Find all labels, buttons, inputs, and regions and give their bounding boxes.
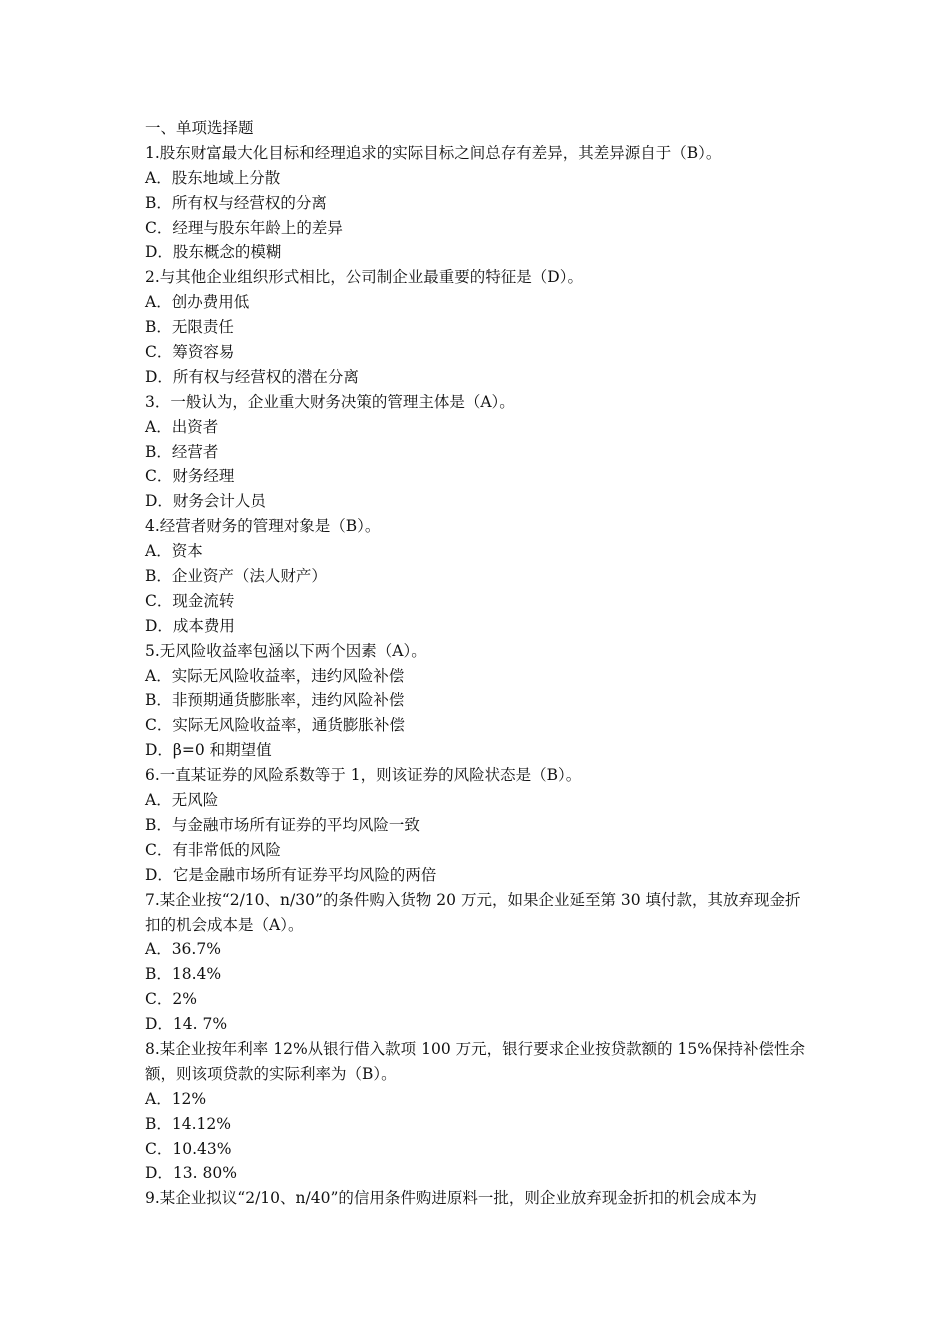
option-d: D．13. 80% xyxy=(145,1164,237,1183)
option-b: B．非预期通货膨胀率，违约风险补偿 xyxy=(145,691,405,710)
option-d: D．所有权与经营权的潜在分离 xyxy=(145,367,359,386)
option-a: A．股东地域上分散 xyxy=(145,168,281,187)
option-a: A．资本 xyxy=(145,542,203,561)
option-b: B．企业资产（法人财产） xyxy=(145,567,327,586)
question-2 xyxy=(145,265,815,389)
question-stem: 2.与其他企业组织形式相比，公司制企业最重要的特征是（D）。 xyxy=(145,268,583,287)
option-c: C．经理与股东年龄上的差异 xyxy=(145,218,343,237)
option-d: D．14. 7% xyxy=(145,1015,228,1034)
option-a: A．出资者 xyxy=(145,417,219,436)
question-3 xyxy=(145,390,815,514)
option-b: B．经营者 xyxy=(145,442,219,461)
question-6 xyxy=(145,763,815,887)
option-a: A．实际无风险收益率，违约风险补偿 xyxy=(145,666,405,685)
question-9 xyxy=(145,1186,815,1211)
option-b: B．与金融市场所有证券的平均风险一致 xyxy=(145,815,420,834)
option-c: C．10.43% xyxy=(145,1139,232,1158)
question-8 xyxy=(145,1037,815,1186)
option-b: B．18.4% xyxy=(145,965,222,984)
option-d: D．财务会计人员 xyxy=(145,492,266,511)
option-c: C．现金流转 xyxy=(145,591,235,610)
option-b: B．14.12% xyxy=(145,1114,231,1133)
document-page xyxy=(145,116,815,1211)
option-b: B．所有权与经营权的分离 xyxy=(145,193,327,212)
option-d: D．股东概念的模糊 xyxy=(145,243,282,262)
option-c: C．财务经理 xyxy=(145,467,235,486)
question-stem: 6.一直某证券的风险系数等于 1，则该证券的风险状态是（B）。 xyxy=(145,766,582,785)
question-stem: 7.某企业按“2/10、n/30”的条件购入货物 20 万元，如果企业延至第 30 填付款，其放弃现金折扣的机会成本是（A）。 xyxy=(145,890,801,934)
option-c: C．筹资容易 xyxy=(145,343,235,362)
option-d: D．它是金融市场所有证券平均风险的两倍 xyxy=(145,865,437,884)
question-stem: 1.股东财富最大化目标和经理追求的实际目标之间总存有差异，其差异源自于（B）。 xyxy=(145,143,722,162)
option-a: A．无风险 xyxy=(145,791,219,810)
option-a: A．创办费用低 xyxy=(145,293,250,312)
option-a: A．12% xyxy=(145,1089,207,1108)
question-1 xyxy=(145,141,815,265)
option-c: C．有非常低的风险 xyxy=(145,840,281,859)
option-c: C．实际无风险收益率，通货膨胀补偿 xyxy=(145,716,405,735)
question-stem: 5.无风险收益率包涵以下两个因素（A）。 xyxy=(145,641,427,660)
option-b: B．无限责任 xyxy=(145,318,234,337)
option-c: C．2% xyxy=(145,990,197,1009)
question-4 xyxy=(145,514,815,638)
question-stem: 4.经营者财务的管理对象是（B）。 xyxy=(145,517,381,536)
section-title: 一、单项选择题 xyxy=(145,119,254,137)
question-5 xyxy=(145,639,815,763)
option-d: D．β=0 和期望值 xyxy=(145,741,272,760)
option-a: A．36.7% xyxy=(145,940,221,959)
question-stem: 3．一般认为，企业重大财务决策的管理主体是（A）。 xyxy=(145,392,515,411)
question-stem: 9.某企业拟议“2/10、n/40”的信用条件购进原料一批，则企业放弃现金折扣的机会成本为 xyxy=(145,1189,757,1208)
question-stem: 8.某企业按年利率 12%从银行借入款项 100 万元，银行要求企业按贷款额的 15%保持补偿性余额，则该项贷款的实际利率为（B）。 xyxy=(145,1039,805,1083)
question-7 xyxy=(145,888,815,1037)
option-d: D．成本费用 xyxy=(145,616,235,635)
